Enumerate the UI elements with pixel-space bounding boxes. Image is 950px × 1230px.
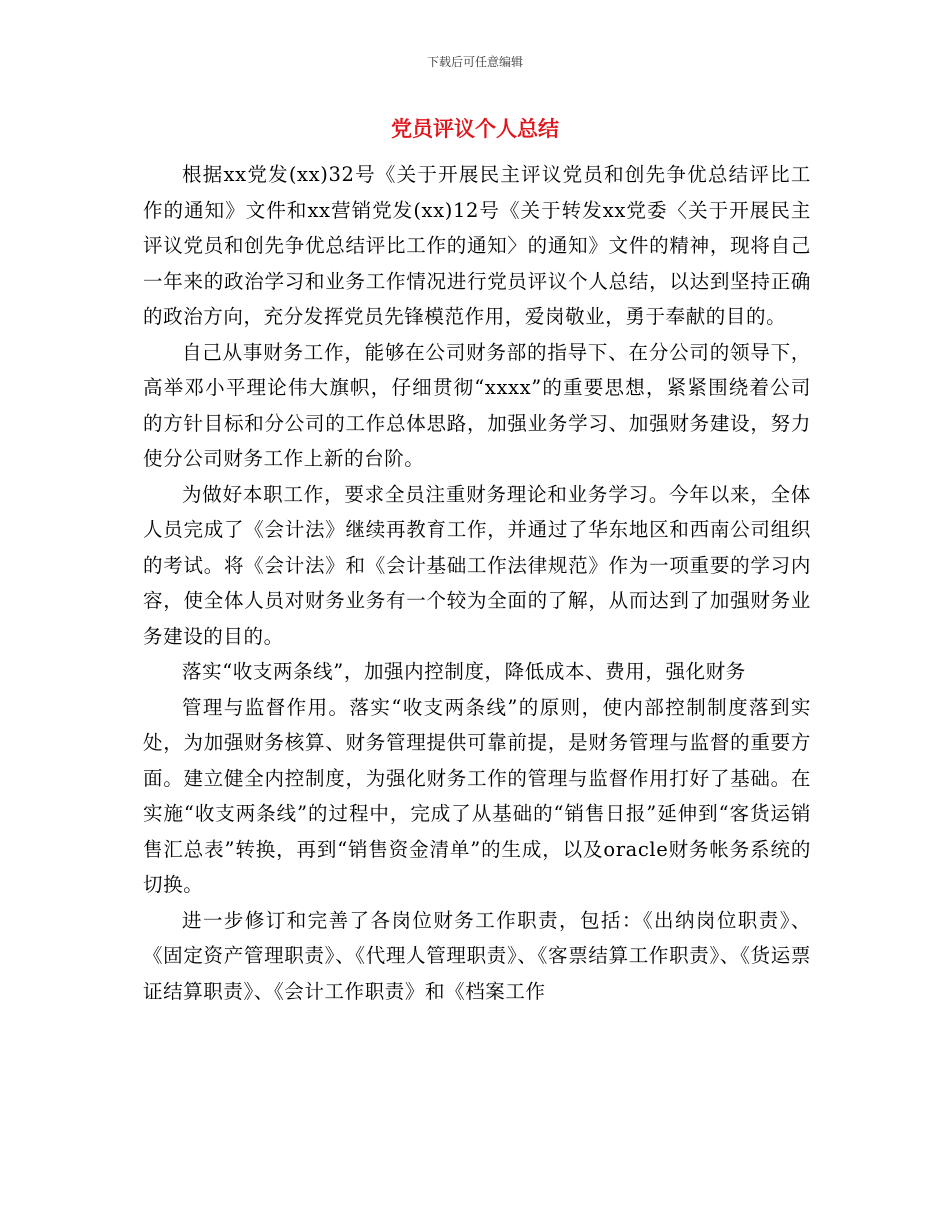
- paragraph-4: 落实“收支两条线”，加强内控制度，降低成本、费用，强化财务: [182, 660, 746, 683]
- paragraph-6: 进一步修订和完善了各岗位财务工作职责，包括：《出纳岗位职责》、《固定资产管理职责》、《代理人管理职责》、《客票结算工作职责》、《货运票证结算职责》、《会计工作职责》和《档案工作: [143, 908, 811, 1003]
- paragraph-1: 根据xx党发(xx)32号《关于开展民主评议党员和创先争优总结评比工作的通知》文件和xx营销党发(xx)12号《关于转发xx党委〈关于开展民主评议党员和创先争优总结评比工作的通知〉的通知》文件的精神，现将自己一年来的政治学习和业务工作情况进行党员评议个人总结，以达到坚持正确的政治方向，充分发挥党员先锋模范作用，爱岗敬业，勇于奉献的目的。: [143, 163, 811, 328]
- paragraph-2: 自己从事财务工作，能够在公司财务部的指导下、在分公司的领导下，高举邓小平理论伟大旗帜，仔细贯彻“xxxx”的重要思想，紧紧围绕着公司的方针目标和分公司的工作总体思路，加强业务学习、加强财务建设，努力使分公司财务工作上新的台阶。: [143, 340, 811, 470]
- page-header: 下载后可任意编辑: [426, 55, 523, 69]
- document-title: 党员评议个人总结: [391, 117, 559, 141]
- document-body: [143, 157, 811, 1009]
- paragraph-3: 为做好本职工作，要求全员注重财务理论和业务学习。今年以来，全体人员完成了《会计法》继续再教育工作，并通过了华东地区和西南公司组织的考试。将《会计法》和《会计基础工作法律规范》作为一项重要的学习内容，使全体人员对财务业务有一个较为全面的了解，从而达到了加强财务业务建设的目的。: [143, 482, 811, 648]
- paragraph-5: 管理与监督作用。落实“收支两条线”的原则，使内部控制制度落到实处，为加强财务核算、财务管理提供可靠前提，是财务管理与监督的重要方面。建立健全内控制度，为强化财务工作的管理与监督作用打好了基础。在实施“收支两条线”的过程中，完成了从基础的“销售日报”延伸到“客货运销售汇总表”转换，再到“销售资金清单”的生成，以及oracle财务帐务系统的切换。: [143, 695, 811, 896]
